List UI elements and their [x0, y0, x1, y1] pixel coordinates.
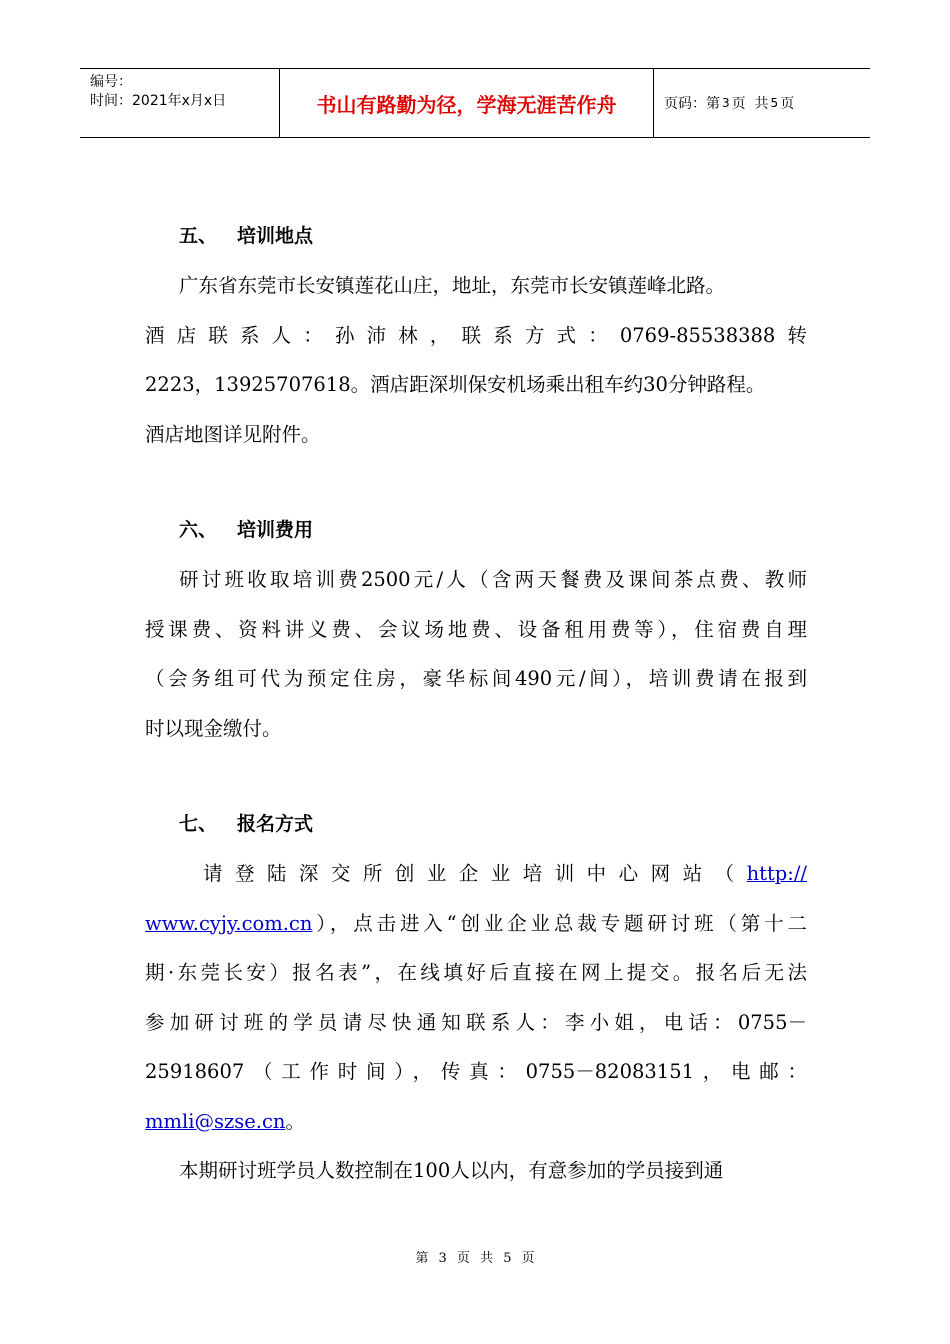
page-current: 3: [722, 96, 730, 110]
section-title: 报名方式: [237, 813, 314, 835]
time-label: 时间：2021年x月x日: [90, 93, 227, 109]
document-body: [145, 212, 807, 1196]
paragraph-line: 酒店地图详见附件。: [145, 422, 321, 446]
header-meta: [80, 69, 280, 137]
section-number: 五、: [179, 225, 218, 247]
paragraph-line: 酒店联系人：孙沛林，联系方式：0769-85538388转: [145, 323, 807, 347]
text-span: 。: [285, 1109, 305, 1133]
paragraph-line: 研讨班收取培训费2500元/人（含两天餐费及课间茶点费、教师: [179, 568, 807, 591]
paragraph-line: 授课费、资料讲义费、会议场地费、设备租用费等），住宿费自理: [145, 617, 807, 641]
paragraph-line: 期·东莞长安）报名表”，在线填好后直接在网上提交。报名后无法: [145, 961, 807, 984]
text-span: ），点击进入“创业企业总裁专题研讨班（第十二: [312, 911, 807, 935]
paragraph: 广东省东莞市长安镇莲花山庄，地址，东莞市长安镇莲峰北路。: [179, 274, 726, 297]
paragraph-line: 本期研讨班学员人数控制在100人以内，有意参加的学员接到通: [179, 1159, 724, 1182]
page-total: 5: [770, 96, 779, 110]
paragraph-line: 参加研讨班的学员请尽快通知联系人：李小姐，电话：0755－: [145, 1010, 807, 1034]
section-heading-location: [179, 212, 807, 261]
section-title: 培训地点: [237, 225, 314, 247]
text-span: 请登陆深交所创业企业培训中心网站（: [203, 862, 747, 885]
paragraph-line: [145, 1097, 807, 1147]
paragraph-line: 2223，13925707618。酒店距深圳保安机场乘出租车约30分钟路程。: [145, 373, 766, 396]
email-link[interactable]: mmli@szse.cn: [145, 1109, 286, 1133]
header-page-indicator: [654, 69, 870, 137]
section-number: 七、: [179, 813, 218, 835]
website-link-part2[interactable]: www.cyjy.com.cn: [145, 911, 313, 935]
number-label: 编号：: [90, 74, 132, 90]
page-mid: 页 共: [731, 96, 769, 112]
section-heading-registration: [179, 800, 807, 849]
page-footer: 第 3 页 共 5 页: [415, 1251, 535, 1266]
page-suffix: 页: [780, 96, 795, 112]
paragraph-line: （会务组可代为预定住房，豪华标间490元/间），培训费请在报到: [145, 667, 807, 690]
page-prefix: 页码：第: [664, 96, 720, 112]
header-motto: 书山有路勤为径，学海无涯苦作舟: [280, 69, 654, 137]
section-title: 培训费用: [237, 519, 314, 541]
page-header: [80, 68, 870, 138]
section-heading-fees: [179, 506, 807, 555]
paragraph-line: 25918607（工作时间），传真：0755－82083151，电邮：: [145, 1060, 807, 1083]
paragraph-line: [145, 849, 807, 899]
section-number: 六、: [179, 519, 218, 541]
website-link-part1[interactable]: http://: [746, 862, 807, 885]
paragraph-line: 时以现金缴付。: [145, 716, 282, 740]
paragraph-line: [145, 899, 807, 949]
